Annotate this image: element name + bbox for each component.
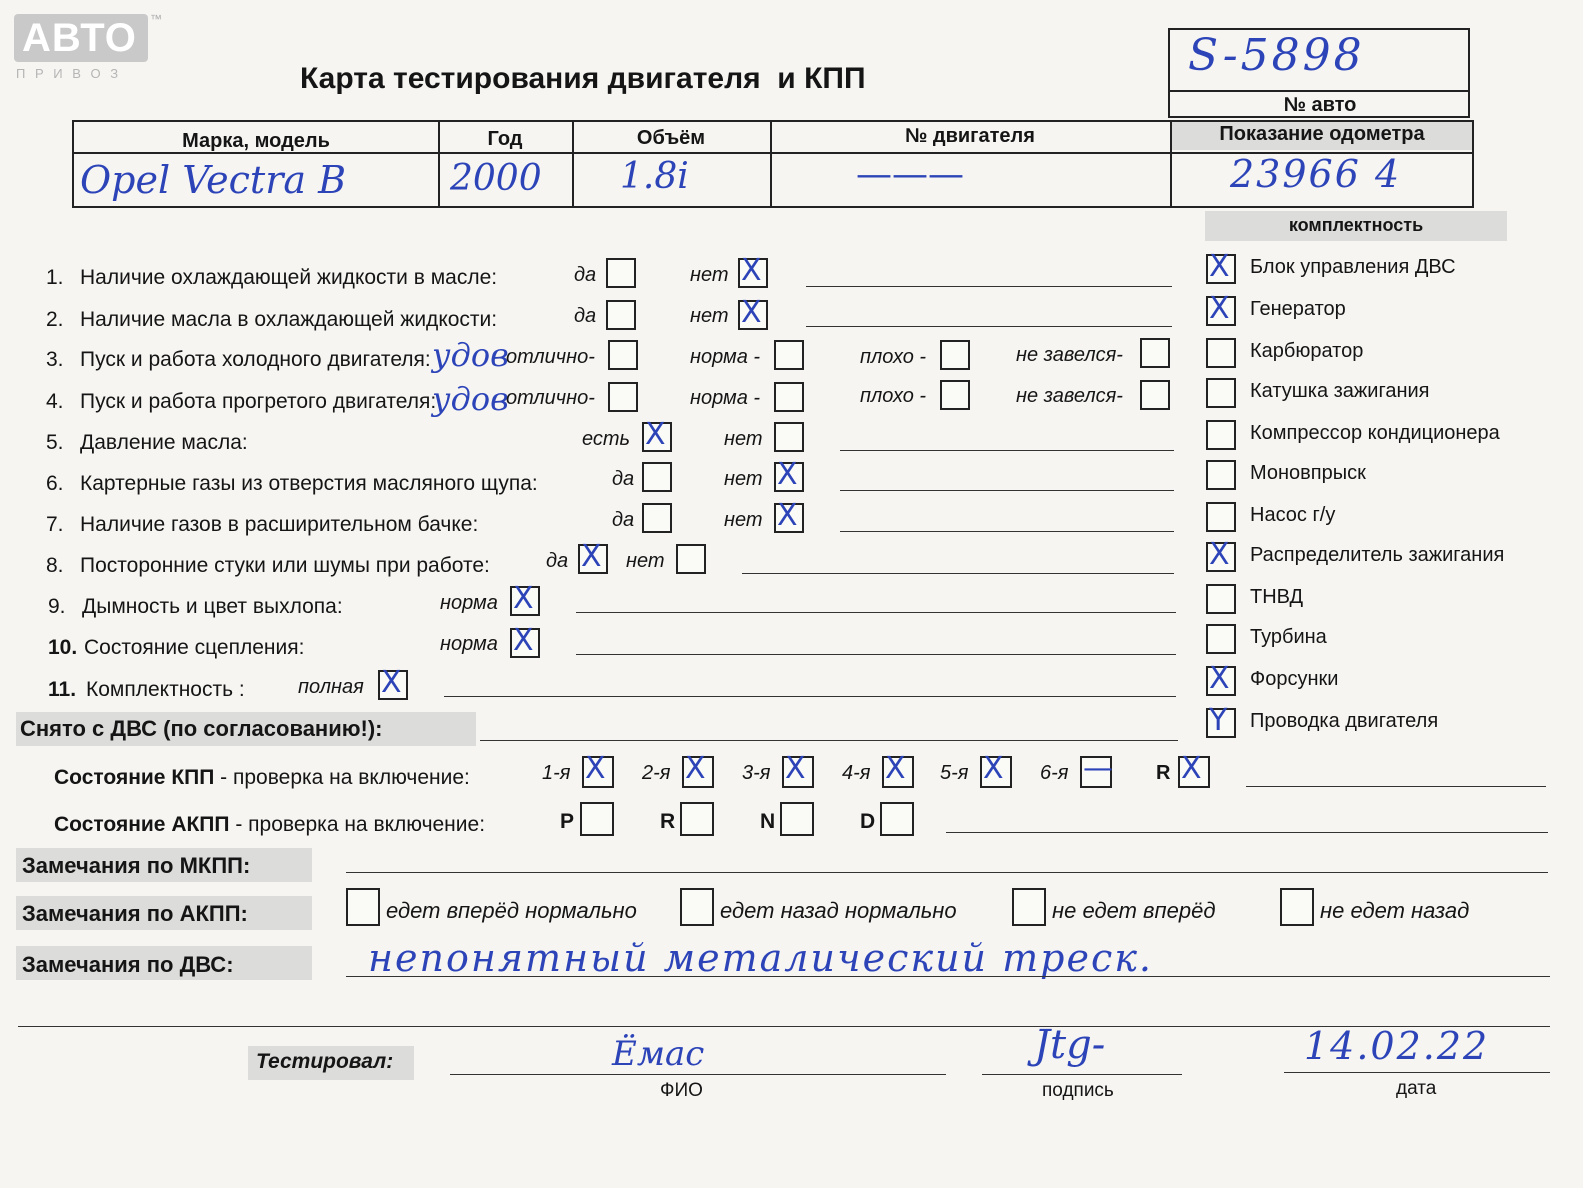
auto-number-label: № авто	[1283, 94, 1357, 116]
q4-checkbox-normal[interactable]	[774, 382, 804, 412]
signature-line	[982, 1074, 1182, 1075]
tested-name: Ёмас	[612, 1034, 705, 1074]
kit-item-label: Компрессор кондиционера	[1250, 422, 1500, 444]
kpp-gear-label: 2-я	[642, 762, 671, 784]
kpp-label-rest: - проверка на включение:	[214, 766, 470, 789]
q10-mark: X	[513, 623, 534, 658]
test-date: 14.02.22	[1304, 1024, 1490, 1068]
kpp-gear-checkbox[interactable]	[582, 751, 614, 788]
q3-checkbox-bad[interactable]	[940, 340, 970, 370]
q4-opt3: плохо -	[860, 385, 927, 407]
q8-checkbox-no[interactable]	[676, 544, 706, 574]
q3-opt4: не завелся-	[1016, 344, 1123, 366]
kpp-gear-checkbox[interactable]	[980, 751, 1012, 788]
kpp-gear-mark: —	[1083, 751, 1113, 786]
q11-mark: X	[381, 665, 402, 700]
q8-opt1: да	[546, 550, 569, 572]
kit-item-label: Проводка двигателя	[1250, 710, 1439, 732]
kit-item-label: Насос г/у	[1250, 504, 1336, 526]
q2-num: 2.	[46, 308, 64, 331]
q11-checkbox-full[interactable]	[378, 665, 408, 700]
q4-opt4: не завелся-	[1016, 385, 1123, 407]
kit-checkbox[interactable]	[1206, 460, 1236, 490]
akpp-label	[54, 813, 485, 837]
q1-opt1: да	[574, 264, 597, 286]
akpp-mode-label: D	[860, 810, 876, 833]
remarks-mkpp-line	[346, 872, 1548, 873]
q6-checkbox-yes[interactable]	[642, 462, 672, 492]
q11-line	[444, 696, 1176, 697]
kit-checkbox[interactable]	[1206, 584, 1236, 614]
q7-opt1: да	[612, 509, 635, 531]
q5-checkbox-yes[interactable]	[642, 417, 672, 452]
q10-checkbox-normal[interactable]	[510, 623, 540, 658]
q2-text: Наличие масла в охлаждающей жидкости:	[80, 308, 498, 331]
q3-opt3: плохо -	[860, 346, 927, 368]
q5-line	[840, 450, 1174, 451]
kpp-gear-label: 6-я	[1040, 762, 1069, 784]
akpp-remark-label: едет назад нормально	[720, 898, 957, 923]
kpp-gear-checkbox[interactable]	[782, 751, 814, 788]
q1-line	[806, 286, 1172, 287]
q1-mark-no: X	[741, 253, 762, 288]
q3-handwritten: удов	[432, 336, 509, 374]
q7-checkbox-yes[interactable]	[642, 503, 672, 533]
q8-text: Посторонние стуки или шумы при работе:	[80, 554, 490, 577]
q8-mark-yes: X	[581, 539, 602, 574]
kit-checkbox[interactable]	[1206, 661, 1236, 696]
akpp-mode-checkbox[interactable]	[780, 802, 814, 836]
q10-text: Состояние сцепления:	[84, 636, 305, 659]
engine-no-value: ———	[856, 154, 964, 195]
kit-item-label: Блок управления ДВС	[1250, 256, 1456, 278]
q5-num: 5.	[46, 431, 64, 454]
q1-text: Наличие охлаждающей жидкости в масле:	[80, 266, 498, 289]
kpp-gear-checkbox[interactable]	[1178, 751, 1210, 788]
remarks-dvs-text: непонятный металический треск.	[368, 936, 1154, 980]
kit-checkbox[interactable]	[1206, 420, 1236, 450]
akpp-label-rest: - проверка на включение:	[229, 813, 486, 836]
kpp-gear-label: 4-я	[842, 762, 871, 784]
q1-checkbox-yes[interactable]	[606, 258, 636, 288]
q5-checkbox-no[interactable]	[774, 422, 804, 452]
page-title: Карта тестирования двигателя и КПП	[300, 62, 866, 95]
remarks-dvs-label: Замечания по ДВС:	[22, 952, 234, 977]
kit-checkbox[interactable]	[1206, 703, 1236, 738]
removed-label: Снято с ДВС (по согласованию!):	[20, 716, 383, 741]
col-odometer: Показание одометра	[1219, 123, 1425, 145]
name-caption: ФИО	[660, 1080, 703, 1101]
q3-text: Пуск и работа холодного двигателя:	[80, 348, 431, 371]
kpp-gear-label: 5-я	[940, 762, 969, 784]
signature-caption: подпись	[1042, 1080, 1114, 1101]
q3-checkbox-no-start[interactable]	[1140, 338, 1170, 368]
q1-checkbox-no[interactable]	[738, 253, 768, 288]
q4-checkbox-excellent[interactable]	[608, 382, 638, 412]
q8-line	[742, 573, 1174, 574]
akpp-mode-label: N	[760, 810, 776, 833]
q7-num: 7.	[46, 513, 64, 536]
q10-line	[576, 654, 1176, 655]
q2-mark-no: X	[741, 295, 762, 330]
odometer-value: 23966 4	[1230, 152, 1402, 196]
q3-checkbox-normal[interactable]	[774, 340, 804, 370]
q3-opt2: норма -	[690, 346, 761, 368]
kpp-label-bold: Состояние КПП	[54, 766, 215, 789]
signature: Jtg-	[1034, 1022, 1106, 1068]
q10-opt1: норма	[440, 633, 498, 655]
q9-mark: X	[513, 581, 534, 616]
akpp-remark-checkbox[interactable]	[1012, 888, 1046, 926]
kpp-gear-checkbox[interactable]	[682, 751, 714, 788]
remarks-mkpp-label: Замечания по МКПП:	[22, 853, 251, 878]
q6-checkbox-no[interactable]	[774, 457, 804, 492]
q9-text: Дымность и цвет выхлопа:	[82, 595, 343, 618]
q7-line	[840, 531, 1174, 532]
kit-item-label: Генератор	[1250, 298, 1346, 320]
kpp-line	[1246, 786, 1546, 787]
kit-item-label: Карбюратор	[1250, 340, 1364, 362]
logo-tm: ™	[150, 12, 162, 26]
date-line	[1284, 1072, 1550, 1073]
name-line	[450, 1074, 946, 1075]
kit-mark: Y	[1209, 703, 1228, 738]
akpp-mode-checkbox[interactable]	[680, 802, 714, 836]
q11-num: 11.	[48, 678, 77, 701]
kpp-gear-label: 3-я	[742, 762, 771, 784]
kit-mark: X	[1209, 661, 1230, 696]
q1-opt2: нет	[690, 264, 729, 286]
kit-mark: X	[1209, 537, 1230, 572]
col-year: Год	[487, 128, 523, 150]
q9-checkbox-normal[interactable]	[510, 581, 540, 616]
volume-value: 1.8i	[620, 156, 689, 197]
akpp-remark-checkbox[interactable]	[346, 888, 380, 926]
kit-checkbox[interactable]	[1206, 249, 1236, 284]
q4-opt1: отлично-	[506, 387, 595, 409]
q6-text: Картерные газы из отверстия масляного щупа:	[80, 472, 538, 495]
kpp-gear-mark: X	[685, 751, 706, 786]
kpp-gear-label: R	[1156, 762, 1171, 784]
q4-checkbox-bad[interactable]	[940, 380, 970, 410]
q7-mark-no: X	[777, 498, 798, 533]
kit-title: комплектность	[1288, 215, 1424, 235]
kpp-gear-mark: X	[1181, 751, 1202, 786]
q10-num: 10.	[48, 636, 78, 659]
remarks-dvs-line	[346, 976, 1550, 977]
kit-checkbox[interactable]	[1206, 624, 1236, 654]
year-value: 2000	[450, 158, 542, 199]
q2-checkbox-yes[interactable]	[606, 300, 636, 330]
q11-opt1: полная	[298, 676, 364, 698]
q7-text: Наличие газов в расширительном бачке:	[80, 513, 479, 536]
kit-checkbox[interactable]	[1206, 537, 1236, 572]
q5-mark-yes: X	[645, 417, 666, 452]
kit-item-label: Распределитель зажигания	[1250, 544, 1505, 566]
kpp-gear-mark: X	[785, 751, 806, 786]
akpp-mode-label: P	[560, 810, 575, 833]
akpp-label-bold: Состояние АКПП	[54, 813, 230, 836]
q6-num: 6.	[46, 472, 64, 495]
kit-item-label: Моновпрыск	[1250, 462, 1366, 484]
q8-num: 8.	[46, 554, 64, 577]
q4-handwritten: удов	[432, 380, 509, 418]
removed-line	[480, 740, 1178, 741]
kit-checkbox[interactable]	[1206, 291, 1236, 326]
q6-opt2: нет	[724, 468, 763, 490]
kpp-gear-mark: X	[885, 751, 906, 786]
col-brand: Марка, модель	[182, 130, 330, 152]
akpp-remark-checkbox[interactable]	[1280, 888, 1314, 926]
akpp-remark-label: едет вперёд нормально	[386, 898, 637, 923]
q8-opt2: нет	[626, 550, 665, 572]
q9-line	[576, 612, 1176, 613]
q8-checkbox-yes[interactable]	[578, 539, 608, 574]
avtoprivoz-logo	[14, 14, 148, 62]
kit-item-label: Турбина	[1250, 626, 1327, 648]
q7-checkbox-no[interactable]	[774, 498, 804, 533]
kit-mark: X	[1209, 291, 1230, 326]
q4-opt2: норма -	[690, 387, 761, 409]
tested-label: Тестировал:	[256, 1050, 394, 1073]
remarks-akpp-label: Замечания по АКПП:	[22, 901, 248, 926]
q6-line	[840, 490, 1174, 491]
q2-line	[806, 326, 1172, 327]
akpp-remark-checkbox[interactable]	[680, 888, 714, 926]
q3-opt1: отлично-	[506, 346, 595, 368]
q1-num: 1.	[46, 266, 64, 289]
q5-opt1: есть	[582, 428, 631, 450]
q6-opt1: да	[612, 468, 635, 490]
q4-text: Пуск и работа прогретого двигателя:	[80, 390, 437, 413]
kit-checkbox[interactable]	[1206, 378, 1236, 408]
akpp-line	[946, 832, 1548, 833]
brand-value: Opel Vectra B	[80, 158, 347, 202]
q2-opt1: да	[574, 305, 597, 327]
kit-item-label: ТНВД	[1250, 586, 1304, 608]
date-caption: дата	[1396, 1078, 1437, 1099]
akpp-mode-label: R	[660, 810, 676, 833]
q11-text: Комплектность :	[86, 678, 245, 701]
q9-opt1: норма	[440, 592, 498, 614]
kpp-gear-label: 1-я	[542, 762, 571, 784]
q3-checkbox-excellent[interactable]	[608, 340, 638, 370]
q7-opt2: нет	[724, 509, 763, 531]
kit-item-label: Форсунки	[1250, 668, 1339, 690]
akpp-remark-label: не едет вперёд	[1052, 898, 1216, 923]
kit-checkbox[interactable]	[1206, 502, 1236, 532]
kit-mark: X	[1209, 249, 1230, 284]
auto-number-value: S-5898	[1188, 30, 1365, 81]
kpp-gear-checkbox[interactable]	[1080, 751, 1113, 788]
col-engine-no: № двигателя	[905, 125, 1035, 147]
q4-num: 4.	[46, 390, 64, 413]
kpp-gear-checkbox[interactable]	[882, 751, 914, 788]
akpp-mode-checkbox[interactable]	[580, 802, 614, 836]
q3-num: 3.	[46, 348, 64, 371]
logo-text: АВТО	[22, 16, 137, 60]
akpp-remark-label: не едет назад	[1320, 898, 1470, 923]
kpp-gear-mark: X	[983, 751, 1004, 786]
col-volume: Объём	[636, 127, 706, 149]
q2-opt2: нет	[690, 305, 729, 327]
kpp-label	[54, 766, 470, 790]
kit-checkbox[interactable]	[1206, 338, 1236, 368]
q6-mark-no: X	[777, 457, 798, 492]
akpp-mode-checkbox[interactable]	[880, 802, 914, 836]
logo-subtext: П Р И В О З	[16, 66, 122, 81]
q4-checkbox-no-start[interactable]	[1140, 380, 1170, 410]
q5-opt2: нет	[724, 428, 763, 450]
q5-text: Давление масла:	[80, 431, 248, 454]
q9-num: 9.	[48, 595, 66, 618]
q2-checkbox-no[interactable]	[738, 295, 768, 330]
kpp-gear-mark: X	[585, 751, 606, 786]
kit-item-label: Катушка зажигания	[1250, 380, 1430, 402]
